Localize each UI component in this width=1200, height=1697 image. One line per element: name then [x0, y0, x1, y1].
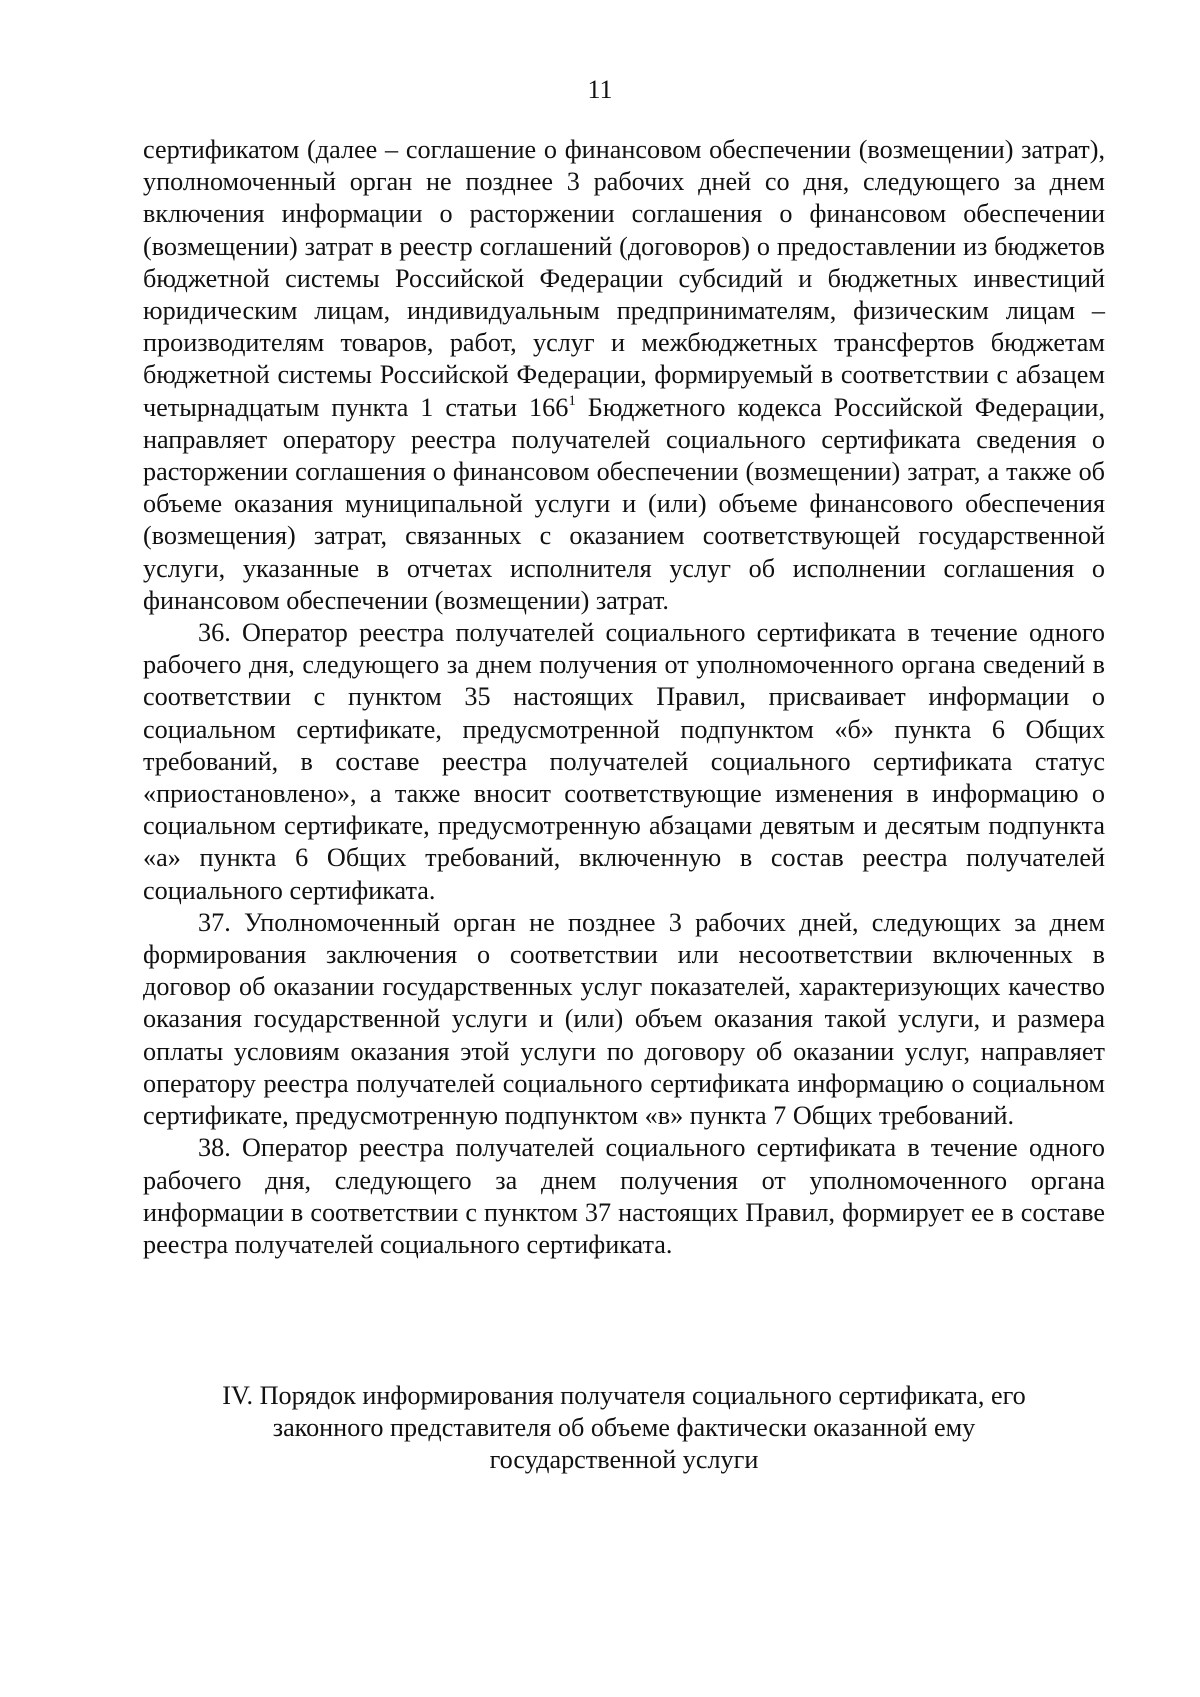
section-heading-line: законного представителя об объеме фактически оказанной ему — [272, 1413, 976, 1443]
paragraph-38: 38. Оператор реестра получателей социального сертификата в течение одного рабочего дня, следующего за днем получения от уполномоченного органа информации в соответствии с пунктом 37 настоящих Правил, формирует ее в составе реестра получателей социального сертификата. — [143, 1133, 1105, 1259]
section-heading-line: IV. Порядок информирования получателя социального сертификата, его — [222, 1381, 1026, 1410]
section-heading — [143, 1380, 1105, 1477]
document-body — [143, 134, 1105, 1261]
paragraph-35-text-part-1: сертификатом (далее – соглашение о финансовом обеспечении (возмещении) затрат), уполномоченный орган не позднее 3 рабочих дней со дня, следующего за днем включения информации о расторжении соглашения о финансовом обеспечении (возмещении) затрат в реестр соглашений (договоров) о предоставлении из бюджетов бюджетной системы Российской Федерации субсидий и бюджетных инвестиций юридическим лицам, индивидуальным предпринимателям, физическим лицам – производителям товаров, работ, услуг и межбюджетных трансфертов бюджетам бюджетной системы Российской Федерации, формируемый в соответствии с абзацем четырнадцатым пункта 1 статьи 166 — [143, 135, 1105, 422]
superscript-footnote: 1 — [568, 392, 576, 409]
section-heading-line: государственной услуги — [489, 1445, 759, 1475]
paragraph-35-continuation — [143, 134, 1105, 617]
paragraph-36: 36. Оператор реестра получателей социального сертификата в течение одного рабочего дня, следующего за днем получения от уполномоченного органа сведений в соответствии с пунктом 35 настоящих Правил, присваивает информации о социальном сертификате, предусмотренной подпунктом «б» пункта 6 Общих требований, в составе реестра получателей социального сертификата статус «приостановлено», а также вносит соответствующие изменения в информацию о социальном сертификате, предусмотренную абзацами девятым и десятым подпункта «а» пункта 6 Общих требований, включенную в состав реестра получателей социального сертификата. — [143, 618, 1105, 905]
paragraph-37: 37. Уполномоченный орган не позднее 3 рабочих дней, следующих за днем формирования заключения о соответствии или несоответствии включенных в договор об оказании государственных услуг показателей, характеризующих качество оказания государственной услуги и (или) объем оказания такой услуги, и размера оплаты условиям оказания этой услуги по договору об оказании услуг, направляет оператору реестра получателей социального сертификата информацию о социальном сертификате, предусмотренную подпунктом «в» пункта 7 Общих требований. — [143, 907, 1105, 1131]
paragraph-35-text-part-2: Бюджетного кодекса Российской Федерации, направляет оператору реестра получателей социального сертификата сведения о расторжении соглашения о финансовом обеспечении (возмещении) затрат, а также об объеме оказания муниципальной услуги и (или) объеме финансового обеспечения (возмещения) затрат, связанных с оказанием соответствующей государственной услуги, указанные в отчетах исполнителя услуг об исполнении соглашения о финансовом обеспечении (возмещении) затрат. — [143, 392, 1105, 615]
page-number: 11 — [587, 75, 613, 104]
